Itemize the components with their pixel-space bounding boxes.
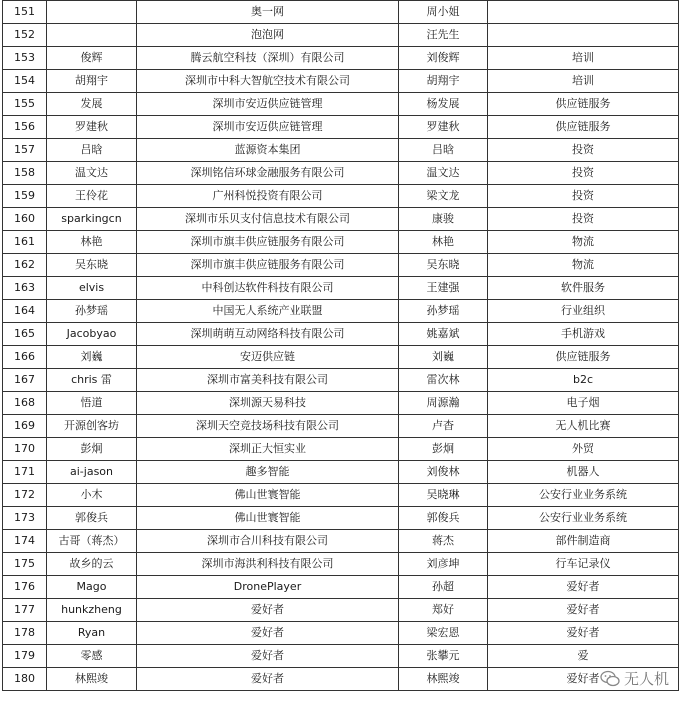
row-number-cell: 180 [3,668,47,691]
contact-name-cell: 温文达 [399,162,488,185]
row-number-cell: 157 [3,139,47,162]
row-number-cell: 168 [3,392,47,415]
nickname-cell: 郭俊兵 [47,507,137,530]
table-row [3,576,679,599]
company-cell: 广州科悦投资有限公司 [137,185,399,208]
watermark [600,668,669,689]
contact-name-cell: 孙超 [399,576,488,599]
industry-cell: 行业组织 [488,300,679,323]
row-number-cell: 172 [3,484,47,507]
contact-name-cell: 康骏 [399,208,488,231]
row-number-cell: 152 [3,24,47,47]
nickname-cell: elvis [47,277,137,300]
contact-name-cell: 蒋杰 [399,530,488,553]
nickname-cell: 林艳 [47,231,137,254]
industry-cell: 无人机比赛 [488,415,679,438]
table-row [3,139,679,162]
contact-name-cell: 郑好 [399,599,488,622]
table-row [3,231,679,254]
contact-name-cell: 周源瀚 [399,392,488,415]
industry-cell: b2c [488,369,679,392]
contact-name-cell: 周小姐 [399,1,488,24]
company-cell: 深圳源天易科技 [137,392,399,415]
company-cell: DronePlayer [137,576,399,599]
nickname-cell: 罗建秋 [47,116,137,139]
watermark-text: 无人机 [623,670,669,688]
nickname-cell: 刘巍 [47,346,137,369]
industry-cell: 供应链服务 [488,346,679,369]
contact-name-cell: 刘俊辉 [399,47,488,70]
row-number-cell: 175 [3,553,47,576]
nickname-cell: sparkingcn [47,208,137,231]
nickname-cell: 林熙竣 [47,668,137,691]
industry-cell: 爱好者 [488,668,679,691]
nickname-cell: Jacobyao [47,323,137,346]
table-row [3,645,679,668]
contact-name-cell: 刘俊林 [399,461,488,484]
row-number-cell: 158 [3,162,47,185]
contact-name-cell: 汪先生 [399,24,488,47]
company-cell: 深圳正大恒实业 [137,438,399,461]
contact-name-cell: 姚嘉斌 [399,323,488,346]
company-cell: 泡泡网 [137,24,399,47]
table-row [3,415,679,438]
row-number-cell: 176 [3,576,47,599]
contact-name-cell: 杨发展 [399,93,488,116]
row-number-cell: 167 [3,369,47,392]
row-number-cell: 156 [3,116,47,139]
industry-cell: 投资 [488,162,679,185]
industry-cell: 公安行业业务系统 [488,507,679,530]
table-row [3,438,679,461]
company-cell: 佛山世寰智能 [137,484,399,507]
industry-cell: 外贸 [488,438,679,461]
industry-cell: 公安行业业务系统 [488,484,679,507]
row-number-cell: 174 [3,530,47,553]
company-cell: 爱好者 [137,668,399,691]
row-number-cell: 178 [3,622,47,645]
industry-cell: 供应链服务 [488,116,679,139]
company-cell: 深圳市旗丰供应链服务有限公司 [137,231,399,254]
industry-cell: 机器人 [488,461,679,484]
contact-name-cell: 吕晗 [399,139,488,162]
company-cell: 深圳萌萌互动网络科技有限公司 [137,323,399,346]
table-row [3,530,679,553]
attendee-table [2,0,679,691]
table-row [3,93,679,116]
company-cell: 深圳市旗丰供应链服务有限公司 [137,254,399,277]
company-cell: 中国无人系统产业联盟 [137,300,399,323]
industry-cell: 软件服务 [488,277,679,300]
table-row [3,277,679,300]
contact-name-cell: 王建强 [399,277,488,300]
contact-name-cell: 吴东晓 [399,254,488,277]
table-body [3,1,679,691]
company-cell: 安迈供应链 [137,346,399,369]
nickname-cell: 俊辉 [47,47,137,70]
row-number-cell: 163 [3,277,47,300]
contact-name-cell: 梁文龙 [399,185,488,208]
table-row [3,599,679,622]
company-cell: 奥一网 [137,1,399,24]
nickname-cell: 悟道 [47,392,137,415]
company-cell: 深圳铭信环球金融服务有限公司 [137,162,399,185]
industry-cell: 爱好者 [488,599,679,622]
nickname-cell: Ryan [47,622,137,645]
nickname-cell: 胡翔宇 [47,70,137,93]
table-row [3,668,679,691]
nickname-cell: 零感 [47,645,137,668]
company-cell: 深圳市乐贝支付信息技术有限公司 [137,208,399,231]
company-cell: 中科创达软件科技有限公司 [137,277,399,300]
row-number-cell: 153 [3,47,47,70]
table-row [3,254,679,277]
contact-name-cell: 雷次林 [399,369,488,392]
contact-name-cell: 林艳 [399,231,488,254]
contact-name-cell: 郭俊兵 [399,507,488,530]
industry-cell: 物流 [488,231,679,254]
nickname-cell: 吴东晓 [47,254,137,277]
nickname-cell [47,24,137,47]
company-cell: 深圳市富美科技有限公司 [137,369,399,392]
row-number-cell: 169 [3,415,47,438]
table-row [3,300,679,323]
contact-name-cell: 罗建秋 [399,116,488,139]
nickname-cell: chris 雷 [47,369,137,392]
contact-name-cell: 林熙竣 [399,668,488,691]
nickname-cell: 彭炯 [47,438,137,461]
industry-cell: 爱 [488,645,679,668]
company-cell: 深圳市安迈供应链管理 [137,116,399,139]
row-number-cell: 171 [3,461,47,484]
table-row [3,208,679,231]
industry-cell: 培训 [488,47,679,70]
nickname-cell: hunkzheng [47,599,137,622]
nickname-cell [47,1,137,24]
contact-name-cell: 彭炯 [399,438,488,461]
row-number-cell: 160 [3,208,47,231]
nickname-cell: ai-jason [47,461,137,484]
company-cell: 趣多智能 [137,461,399,484]
row-number-cell: 155 [3,93,47,116]
contact-name-cell: 卢杳 [399,415,488,438]
industry-cell: 投资 [488,208,679,231]
contact-name-cell: 刘彦坤 [399,553,488,576]
industry-cell: 供应链服务 [488,93,679,116]
table-row [3,507,679,530]
row-number-cell: 159 [3,185,47,208]
nickname-cell: 温文达 [47,162,137,185]
nickname-cell: 吕晗 [47,139,137,162]
table-row [3,1,679,24]
row-number-cell: 166 [3,346,47,369]
table-row [3,162,679,185]
company-cell: 腾云航空科技（深圳）有限公司 [137,47,399,70]
company-cell: 爱好者 [137,599,399,622]
nickname-cell: 发展 [47,93,137,116]
contact-name-cell: 梁宏恩 [399,622,488,645]
company-cell: 爱好者 [137,645,399,668]
wechat-icon [600,670,620,688]
industry-cell: 行车记录仪 [488,553,679,576]
nickname-cell: 小木 [47,484,137,507]
table-row [3,369,679,392]
nickname-cell: 王伶花 [47,185,137,208]
table-row [3,323,679,346]
company-cell: 深圳市中科大智航空技术有限公司 [137,70,399,93]
industry-cell: 投资 [488,185,679,208]
industry-cell: 培训 [488,70,679,93]
industry-cell: 物流 [488,254,679,277]
row-number-cell: 151 [3,1,47,24]
table-row [3,484,679,507]
nickname-cell: 孙梦瑶 [47,300,137,323]
nickname-cell: 古哥（蒋杰） [47,530,137,553]
industry-cell: 部件制造商 [488,530,679,553]
industry-cell: 投资 [488,139,679,162]
company-cell: 深圳天空竞技场科技有限公司 [137,415,399,438]
table-row [3,622,679,645]
company-cell: 蓝源资本集团 [137,139,399,162]
row-number-cell: 164 [3,300,47,323]
industry-cell [488,1,679,24]
row-number-cell: 173 [3,507,47,530]
table-row [3,24,679,47]
row-number-cell: 161 [3,231,47,254]
nickname-cell: Mago [47,576,137,599]
row-number-cell: 177 [3,599,47,622]
row-number-cell: 179 [3,645,47,668]
company-cell: 深圳市海洪利科技有限公司 [137,553,399,576]
table-row [3,392,679,415]
nickname-cell: 故乡的云 [47,553,137,576]
table-row [3,47,679,70]
industry-cell: 爱好者 [488,622,679,645]
industry-cell [488,24,679,47]
industry-cell: 手机游戏 [488,323,679,346]
table-row [3,70,679,93]
table-row [3,116,679,139]
company-cell: 佛山世寰智能 [137,507,399,530]
table-row [3,346,679,369]
company-cell: 爱好者 [137,622,399,645]
table-row [3,553,679,576]
table-row [3,461,679,484]
row-number-cell: 162 [3,254,47,277]
contact-name-cell: 张攀元 [399,645,488,668]
table-row [3,185,679,208]
contact-name-cell: 刘巍 [399,346,488,369]
industry-cell: 爱好者 [488,576,679,599]
contact-name-cell: 孙梦瑶 [399,300,488,323]
industry-cell: 电子烟 [488,392,679,415]
contact-name-cell: 胡翔宇 [399,70,488,93]
row-number-cell: 165 [3,323,47,346]
company-cell: 深圳市合川科技有限公司 [137,530,399,553]
row-number-cell: 170 [3,438,47,461]
company-cell: 深圳市安迈供应链管理 [137,93,399,116]
contact-name-cell: 吴晓琳 [399,484,488,507]
nickname-cell: 开源创客坊 [47,415,137,438]
row-number-cell: 154 [3,70,47,93]
